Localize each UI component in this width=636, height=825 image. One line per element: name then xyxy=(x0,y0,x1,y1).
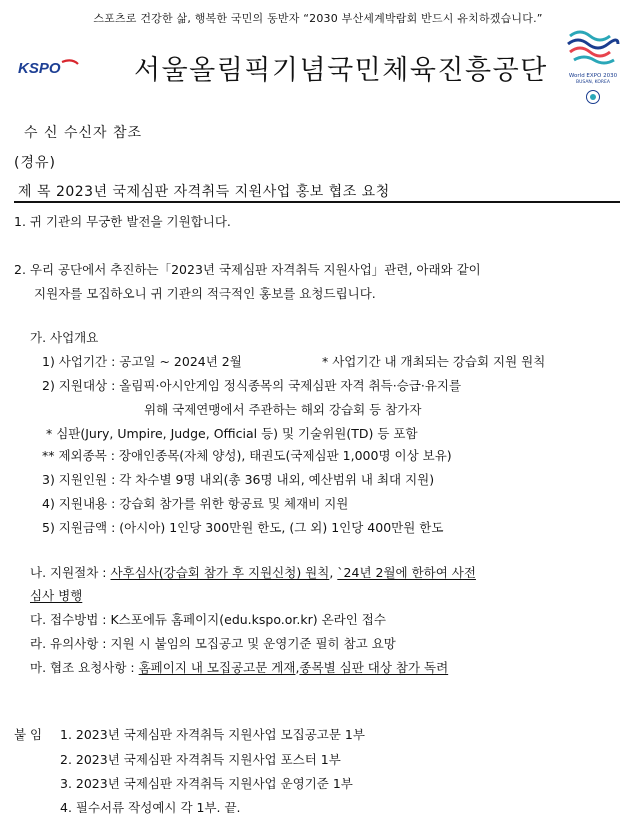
attachment-item: 4. 필수서류 작성예시 각 1부. 끝. xyxy=(60,800,241,815)
item-5-amount: 5) 지원금액 : (아시아) 1인당 300만원 한도, (그 외) 1인당 400만원 한도 xyxy=(42,520,444,535)
subject-divider xyxy=(14,201,620,203)
paragraph-2-line-2: 지원자를 모집하오니 귀 기관의 적극적인 홍보를 요청드립니다. xyxy=(34,286,376,301)
recipient: 수 신 수신자 참조 xyxy=(24,125,143,141)
item-1-note: * 사업기간 내 개최되는 강습회 지원 원칙 xyxy=(322,354,546,369)
expo-logo-text: World EXPO 2030 xyxy=(568,73,618,79)
section-ma-separator: , xyxy=(295,660,300,675)
organization-name: 서울올림픽기념국민체육진흥공단 xyxy=(134,55,548,86)
section-na-line-2 xyxy=(30,586,82,604)
expo-logo-sub: BUSAN, KOREA xyxy=(576,80,610,85)
note-2: ** 제외종목 : 장애인종목(자체 양성), 태권도(국제심판 1,000명 이상 보유) xyxy=(42,448,452,463)
section-ma-underline-1: 홈페이지 내 모집공고문 게재 xyxy=(138,660,296,675)
note-1: * 심판(Jury, Umpire, Judge, Official 등) 및 기술위원(TD) 등 포함 xyxy=(46,426,418,441)
section-na-underline-1: 사후심사(강습회 참가 후 지원신청) 원칙 xyxy=(110,565,330,580)
slogan: 스포츠로 건강한 삶, 행복한 국민의 동반자 “2030 부산세계박람회 반드시 유치하겠습니다.” xyxy=(93,12,543,25)
item-1-period: 1) 사업기간 : 공고일 ~ 2024년 2월 xyxy=(42,354,242,369)
section-na-prefix: 나. 지원절차 : xyxy=(30,565,111,580)
attachments-label: 붙 임 xyxy=(14,727,43,742)
via: (경유) xyxy=(14,155,56,171)
kspo-logo xyxy=(18,58,80,81)
section-ma-underline-2: 종목별 심판 대상 참가 독려 xyxy=(299,660,449,675)
item-2-line-2: 위해 국제연맹에서 주관하는 해외 강습회 등 참가자 xyxy=(144,402,422,417)
expo-candidate-seal-icon xyxy=(585,89,601,105)
world-expo-logo xyxy=(560,24,626,108)
section-ma xyxy=(30,658,448,676)
section-ra: 라. 유의사항 : 지원 시 붙임의 모집공고 및 운영기준 필히 참고 요망 xyxy=(30,636,396,651)
svg-text:KSPO: KSPO xyxy=(18,60,61,77)
attachment-item: 2. 2023년 국제심판 자격취득 지원사업 포스터 1부 xyxy=(60,752,341,767)
section-na-underline-2: `24년 2월에 한하여 사전 xyxy=(337,565,476,580)
item-2-line-1: 2) 지원대상 : 올림픽·아시안게임 정식종목의 국제심판 자격 취득·승급·유지를 xyxy=(42,378,462,393)
attachment-item: 1. 2023년 국제심판 자격취득 지원사업 모집공고문 1부 xyxy=(60,727,365,742)
section-na-separator: , xyxy=(329,565,338,580)
paragraph-1: 1. 귀 기관의 무궁한 발전을 기원합니다. xyxy=(14,214,231,229)
section-na-underline-3: 심사 병행 xyxy=(30,588,83,603)
subject: 제 목 2023년 국제심판 자격취득 지원사업 홍보 협조 요청 xyxy=(18,184,390,200)
item-3-headcount: 3) 지원인원 : 각 차수별 9명 내외(총 36명 내외, 예산범위 내 최대 지원) xyxy=(42,472,435,487)
section-ma-prefix: 마. 협조 요청사항 : xyxy=(30,660,139,675)
section-na-line-1 xyxy=(30,563,476,581)
section-da: 다. 접수방법 : K스포에듀 홈페이지(edu.kspo.or.kr) 온라인 접수 xyxy=(30,612,386,627)
attachment-item: 3. 2023년 국제심판 자격취득 지원사업 운영기준 1부 xyxy=(60,776,353,791)
section-ga-title: 가. 사업개요 xyxy=(30,330,99,345)
paragraph-2-line-1: 2. 우리 공단에서 추진하는「2023년 국제심판 자격취득 지원사업」관련, 아래와 같이 xyxy=(14,262,481,277)
item-4-content: 4) 지원내용 : 강습회 참가를 위한 항공료 및 체재비 지원 xyxy=(42,496,349,511)
